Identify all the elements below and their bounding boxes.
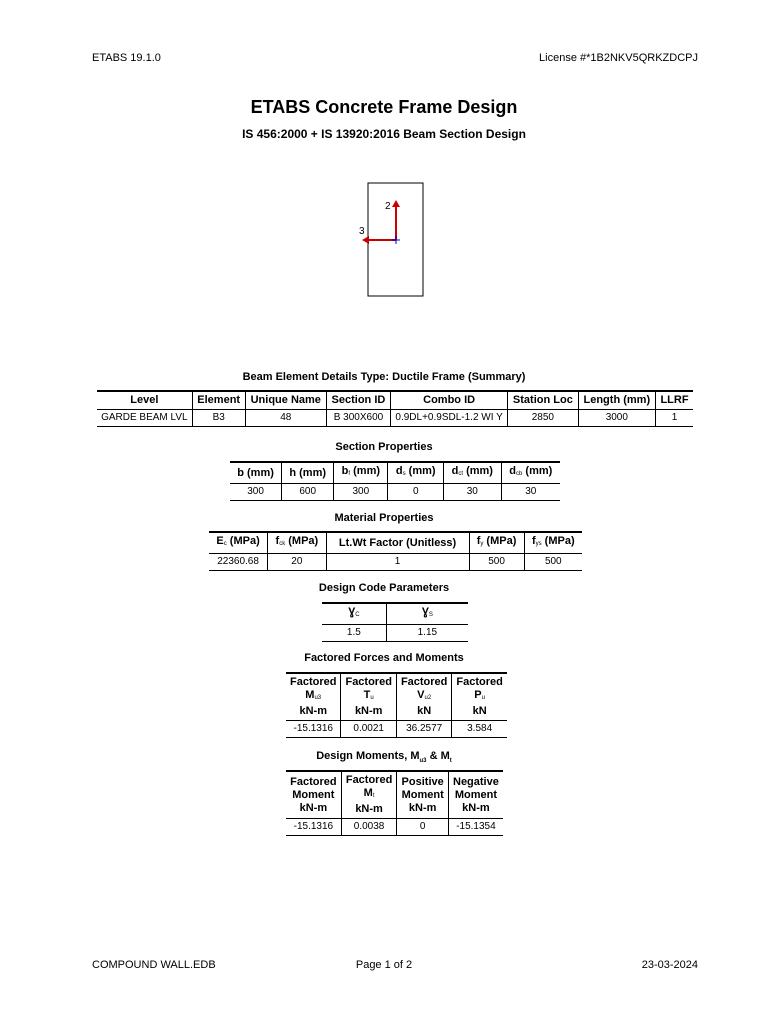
header-line-2: T bbox=[363, 689, 371, 701]
design-code-table bbox=[322, 602, 468, 642]
table-cell: 20 bbox=[268, 554, 326, 571]
header-unit: (mm) bbox=[522, 465, 553, 477]
section-diagram bbox=[355, 180, 435, 300]
page-subtitle: IS 456:2000 + IS 13920:2016 Beam Section Design bbox=[242, 127, 526, 141]
header-unit: (MPa) bbox=[483, 535, 517, 547]
column-header bbox=[388, 462, 444, 484]
table-cell: B 300X600 bbox=[326, 410, 390, 427]
table-cell: 22360.68 bbox=[209, 554, 268, 571]
header-line-2: Moment bbox=[454, 788, 498, 801]
material-properties-title: Material Properties bbox=[334, 512, 434, 524]
table-cell: 2850 bbox=[508, 410, 579, 427]
axis-2-arrowhead bbox=[392, 200, 400, 207]
column-header bbox=[286, 771, 341, 819]
table-cell: 30 bbox=[444, 484, 502, 501]
table-cell: 300 bbox=[230, 484, 282, 501]
header-symbol: E bbox=[216, 535, 224, 547]
header-subscript: cb bbox=[516, 471, 523, 477]
table-cell: 500 bbox=[469, 554, 524, 571]
design-moments-title: Design Moments, $M_{u3}$ & $M_t$ bbox=[316, 750, 452, 765]
section-properties-table bbox=[230, 461, 560, 501]
header-line-1: Factored bbox=[345, 676, 392, 688]
column-header: Unique Name bbox=[245, 391, 326, 410]
column-header bbox=[396, 673, 451, 721]
column-header: Length (mm) bbox=[578, 391, 655, 410]
beam-details-table bbox=[97, 390, 693, 427]
header-line-2: Moment bbox=[292, 788, 335, 801]
header-symbol: d bbox=[509, 465, 516, 477]
header-symbol: f bbox=[476, 535, 481, 547]
header-line-1: Factored bbox=[456, 676, 503, 688]
column-header bbox=[341, 673, 396, 721]
column-header bbox=[230, 462, 282, 484]
header-text: Lt.Wt Factor (Unitless) bbox=[338, 536, 457, 549]
column-header bbox=[448, 771, 503, 819]
design-moments-table bbox=[286, 770, 503, 836]
table-cell: 0.0021 bbox=[341, 721, 396, 738]
column-header bbox=[326, 532, 469, 554]
table-cell: 0 bbox=[388, 484, 444, 501]
table-cell: 600 bbox=[282, 484, 334, 501]
header-unit: (MPa) bbox=[285, 535, 319, 547]
header-subscript: ct bbox=[458, 471, 464, 477]
column-header: LLRF bbox=[656, 391, 694, 410]
header-line-3: kN bbox=[472, 705, 487, 717]
header-symbol: f bbox=[531, 535, 536, 547]
header-line-1: Factored bbox=[345, 774, 393, 786]
header-line-1: Factored bbox=[400, 676, 448, 688]
axis-2-label: 2 bbox=[385, 201, 391, 212]
column-header bbox=[322, 603, 386, 625]
header-line-1: Factored bbox=[290, 775, 337, 788]
axis-3-label: 3 bbox=[359, 226, 365, 237]
header-subscript: f bbox=[348, 471, 351, 477]
table-cell: B3 bbox=[192, 410, 245, 427]
table-cell: GARDE BEAM LVL bbox=[97, 410, 192, 427]
table-cell: 3000 bbox=[578, 410, 655, 427]
header-subscript: ck bbox=[279, 541, 286, 547]
footer-date: 23-03-2024 bbox=[641, 959, 698, 971]
header-subscript: u3 bbox=[314, 695, 322, 701]
column-header bbox=[397, 771, 448, 819]
section-properties-title: Section Properties bbox=[335, 441, 433, 453]
header-unit: (mm) bbox=[405, 465, 436, 477]
header-unit: (mm) bbox=[463, 465, 493, 477]
column-header bbox=[209, 532, 268, 554]
header-subscript: u2 bbox=[424, 695, 432, 701]
column-header bbox=[334, 462, 388, 484]
header-line-3: kN-m bbox=[355, 803, 383, 815]
header-subscript: t bbox=[372, 793, 375, 799]
header-subscript: u bbox=[481, 695, 485, 701]
footer-file-name: COMPOUND WALL.EDB bbox=[92, 959, 216, 971]
header-line-2: V bbox=[417, 689, 425, 701]
table-cell: 1 bbox=[326, 554, 469, 571]
column-header bbox=[286, 673, 341, 721]
column-header bbox=[524, 532, 582, 554]
header-symbol: Ɣ bbox=[421, 606, 429, 618]
table-cell: 300 bbox=[334, 484, 388, 501]
header-line-3: kN bbox=[417, 705, 432, 717]
design-code-title: Design Code Parameters bbox=[318, 582, 450, 594]
header-unit: (MPa) bbox=[226, 535, 260, 547]
header-line-3: kN-m bbox=[408, 801, 437, 814]
header-symbol: d bbox=[451, 465, 459, 477]
material-properties-table bbox=[209, 531, 582, 571]
column-header bbox=[268, 532, 326, 554]
header-text: b (mm) bbox=[237, 466, 274, 479]
header-line-2: Moment bbox=[401, 788, 444, 801]
column-header: Station Loc bbox=[508, 391, 579, 410]
header-symbol: f bbox=[275, 535, 280, 547]
header-line-1: Factored bbox=[290, 676, 337, 688]
header-subscript: c bbox=[223, 541, 227, 547]
table-cell: 3.584 bbox=[452, 721, 507, 738]
column-header bbox=[386, 603, 468, 625]
column-header bbox=[452, 673, 507, 721]
table-cell: -15.1316 bbox=[286, 721, 341, 738]
header-symbol: Ɣ bbox=[348, 606, 356, 618]
factored-forces-title: Factored Forces and Moments bbox=[304, 652, 464, 664]
column-header bbox=[501, 462, 560, 484]
column-header: Section ID bbox=[326, 391, 390, 410]
header-subscript: y bbox=[480, 541, 484, 547]
header-subscript: C bbox=[355, 612, 360, 618]
column-header bbox=[444, 462, 502, 484]
header-subscript: s bbox=[402, 471, 406, 477]
header-unit: (mm) bbox=[350, 465, 381, 477]
header-line-1: Negative bbox=[453, 775, 499, 788]
header-line-3: kN-m bbox=[299, 705, 327, 717]
footer-page-number: Page 1 of 2 bbox=[355, 959, 413, 971]
column-header bbox=[341, 771, 397, 819]
header-line-2: P bbox=[474, 689, 482, 701]
column-header bbox=[469, 532, 524, 554]
table-cell: 48 bbox=[245, 410, 326, 427]
table-cell: 1.5 bbox=[322, 625, 386, 642]
table-cell: 0.0038 bbox=[341, 819, 397, 836]
header-subscript: ys bbox=[535, 541, 542, 547]
header-symbol: b bbox=[341, 465, 349, 477]
table-cell: 0.9DL+0.9SDL-1.2 WI Y bbox=[391, 410, 508, 427]
column-header: Level bbox=[97, 391, 192, 410]
page-title: ETABS Concrete Frame Design bbox=[250, 97, 518, 117]
table-cell: -15.1316 bbox=[286, 819, 341, 836]
table-cell: 36.2577 bbox=[396, 721, 451, 738]
column-header: Element bbox=[192, 391, 245, 410]
table-cell: 1.15 bbox=[386, 625, 468, 642]
header-text: h (mm) bbox=[289, 466, 327, 479]
header-line-3: kN-m bbox=[299, 801, 328, 814]
table-cell: 30 bbox=[501, 484, 560, 501]
header-symbol: d bbox=[395, 465, 403, 477]
factored-forces-table bbox=[286, 672, 507, 738]
header-line-3: kN-m bbox=[354, 705, 383, 717]
header-unit: (MPa) bbox=[541, 535, 575, 547]
header-subscript: S bbox=[428, 612, 433, 618]
software-version: ETABS 19.1.0 bbox=[92, 52, 161, 64]
table-cell: 0 bbox=[397, 819, 448, 836]
header-line-1: Positive bbox=[401, 775, 444, 788]
header-line-3: kN-m bbox=[462, 801, 490, 814]
header-line-2: M bbox=[363, 787, 373, 799]
header-line-2: M bbox=[305, 689, 315, 701]
license-number: License #*1B2NKV5QRKZDCPJ bbox=[539, 52, 698, 64]
header-subscript: u bbox=[370, 695, 374, 701]
table-cell: 500 bbox=[524, 554, 582, 571]
table-cell: 1 bbox=[656, 410, 694, 427]
column-header: Combo ID bbox=[391, 391, 508, 410]
column-header bbox=[282, 462, 334, 484]
beam-details-title: Beam Element Details Type: Ductile Frame (Summary) bbox=[242, 371, 526, 383]
axis-3-arrowhead bbox=[362, 236, 369, 244]
table-cell: -15.1354 bbox=[448, 819, 503, 836]
